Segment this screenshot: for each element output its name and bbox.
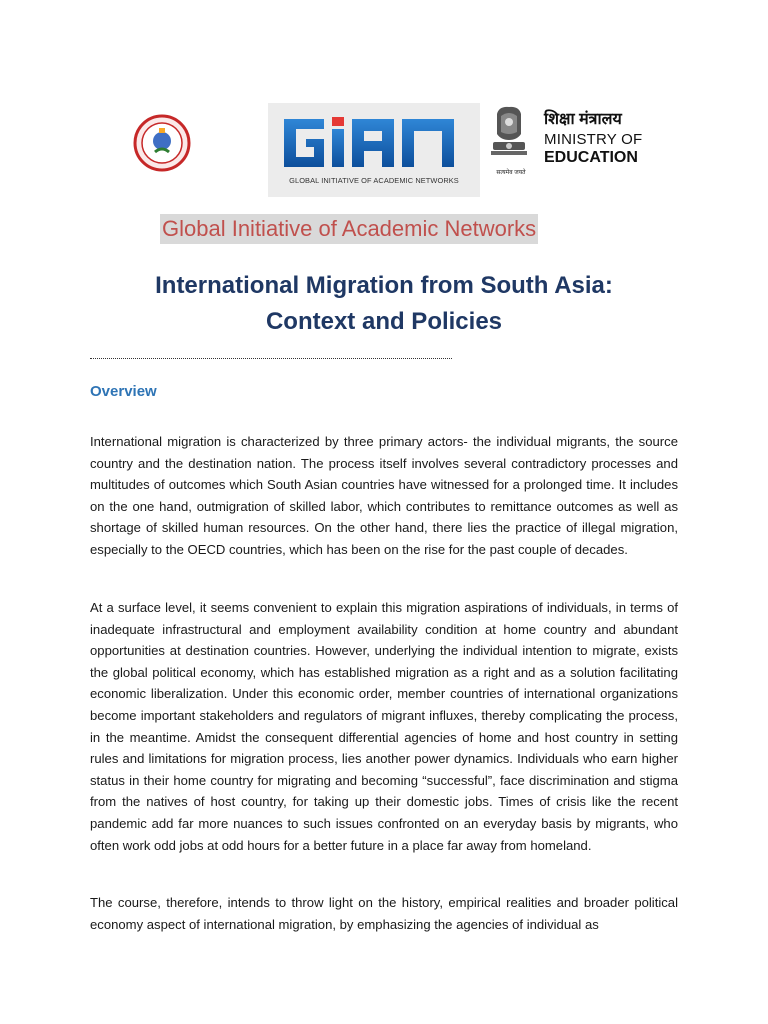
course-title-line2: Context and Policies <box>265 308 503 335</box>
ministry-name-line2: EDUCATION <box>544 149 638 166</box>
paragraph-2: At a surface level, it seems convenient to explain this migration aspirations of individuals, in terms of inadequate infrastructural and employment availability condition at home country and abundant opportunities at destination countries. However, underlying the individual intention to migrate, exists the global political economy, which has established migration as a right and as a solution facilitating economic liberalization. Under this economic order, member countries of international organizations become important stakeholders and regulators of migrant influxes, thereby complicating the process, in the meantime. Amidst the consequent differential agencies of home and host country in setting rules and limitations for migration process, lies another power dynamics. Individuals who earn higher status in their home country for migrating and becoming “successful”, face discrimination and stigma from the natives of host country, for taking up their domestic jobs. Times of crisis like the recent pandemic add far more nuances to such issues confronted on an everyday basis by migrants, who often work odd jobs at odd hours for a better future in a place far away from homeland. <box>90 600 678 853</box>
section-heading-overview: Overview <box>90 383 157 400</box>
paragraph-1: International migration is characterized by three primary actors- the individual migrants, the source country and the destination nation. The process itself involves several contradictory processes and multitudes of outcomes which South Asian countries have witnessed for a prolonged time. It includes on the one hand, outmigration of skilled labor, which contributes to remittance outcomes as well as shortage of skilled human resources. On the other hand, there lies the practice of illegal migration, especially to the OECD countries, which has been on the rise for the past couple of decades. <box>90 434 678 558</box>
ministry-of-education-logo <box>487 104 662 182</box>
university-seal-icon <box>133 114 191 172</box>
ministry-hindi-name: शिक्षा मंत्रालय <box>544 111 622 128</box>
program-title: Global Initiative of Academic Networks <box>160 214 538 244</box>
dotted-separator <box>90 358 452 359</box>
paragraph-3: The course, therefore, intends to throw light on the history, empirical realities and broader political economy aspect of international migration, by emphasizing the agencies of individual as <box>90 895 678 932</box>
ministry-name-line1: MINISTRY OF <box>544 131 643 148</box>
course-title <box>0 268 768 340</box>
gian-wordmark-icon <box>278 111 468 173</box>
gian-logo-subtitle: GLOBAL INITIATIVE OF ACADEMIC NETWORKS <box>289 176 459 185</box>
course-title-line1: International Migration from South Asia: <box>155 272 613 299</box>
gian-logo <box>268 103 480 197</box>
emblem-motto: सत्यमेव जयते <box>496 170 526 176</box>
national-emblem-icon <box>487 104 531 166</box>
